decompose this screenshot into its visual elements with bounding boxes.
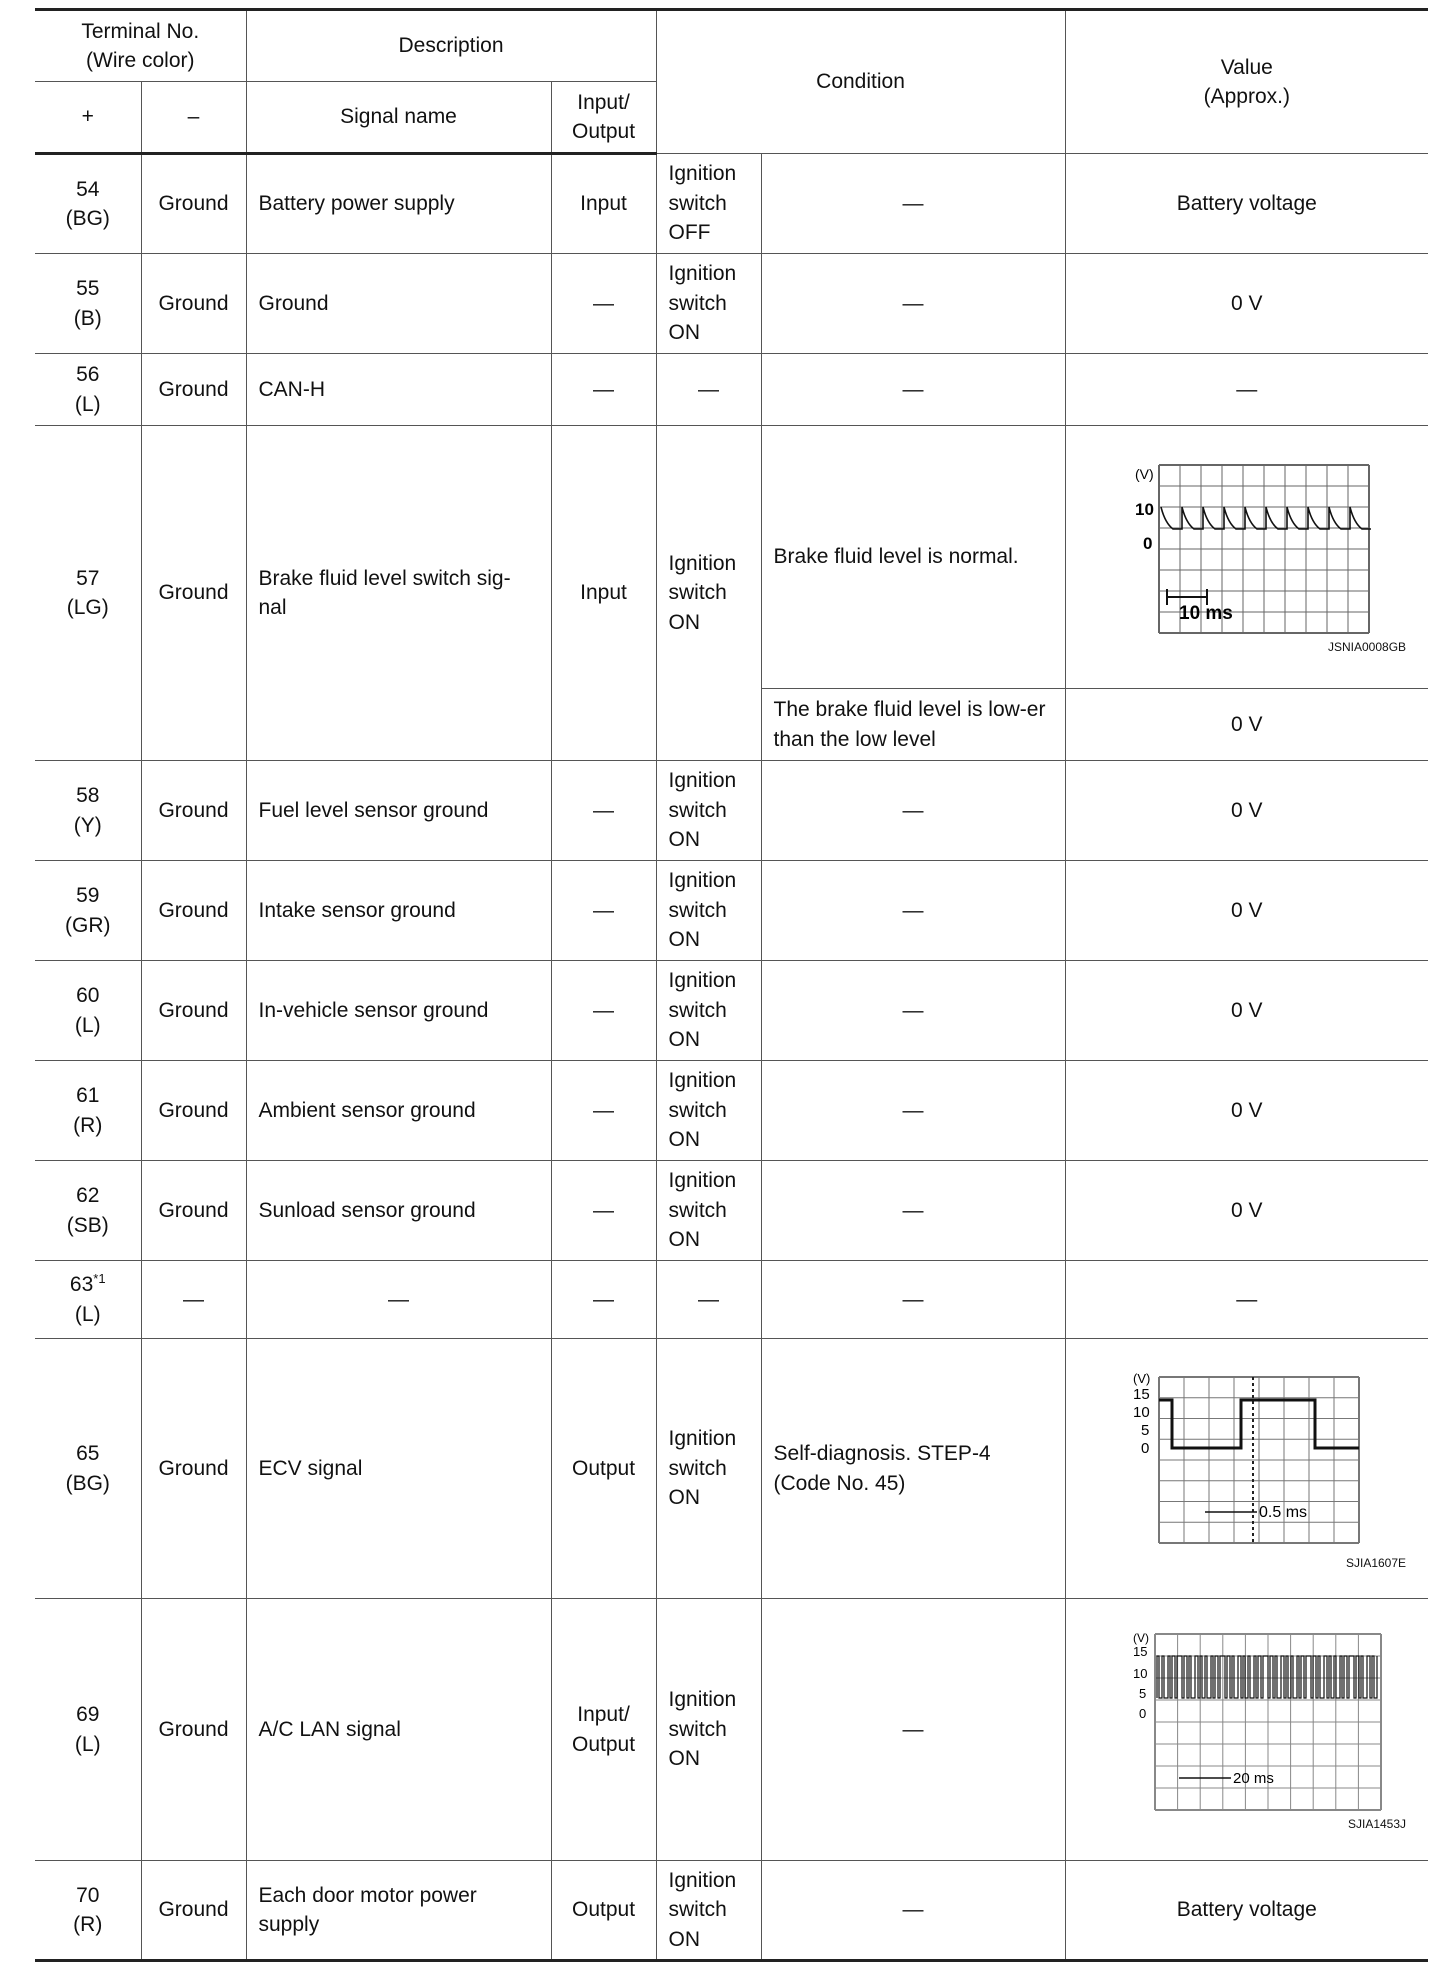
time-label: 0.5 ms: [1258, 1504, 1307, 1522]
value: 0 V: [1065, 861, 1428, 961]
terminal-plus: 69 (L): [35, 1599, 141, 1861]
axis-tick-15: 15: [1132, 1644, 1148, 1660]
waveform-ac-lan: [1065, 1599, 1428, 1861]
waveform-brake-fluid: [1065, 426, 1428, 689]
value: —: [1065, 354, 1428, 426]
header-signal-name: Signal name: [246, 82, 551, 154]
axis-tick-5: 5: [1138, 1686, 1147, 1702]
table-row: [35, 1061, 1428, 1161]
terminal-plus: 70 (R): [35, 1861, 141, 1961]
terminal-minus: —: [141, 1261, 246, 1339]
signal-name: Ground: [246, 254, 551, 354]
axis-tick-15: 15: [1132, 1386, 1150, 1404]
terminal-table: [35, 8, 1428, 1962]
terminal-plus: 55 (B): [35, 254, 141, 354]
header-description: Description: [246, 10, 656, 82]
waveform-chart: [1097, 459, 1397, 639]
waveform-chart: [1097, 1365, 1397, 1555]
terminal-minus: Ground: [141, 154, 246, 254]
condition-detail: Self-diagnosis. STEP-4 (Code No. 45): [761, 1339, 1065, 1599]
terminal-minus: Ground: [141, 1161, 246, 1261]
condition: Ignition switch ON: [656, 1599, 761, 1861]
figure-id: SJIA1607E: [1345, 1556, 1407, 1571]
io: Output: [551, 1861, 656, 1961]
terminal-minus: Ground: [141, 761, 246, 861]
io: Input: [551, 426, 656, 761]
condition-detail: —: [761, 1599, 1065, 1861]
condition: Ignition switch ON: [656, 1861, 761, 1961]
condition: Ignition switch ON: [656, 961, 761, 1061]
terminal-plus: 62 (SB): [35, 1161, 141, 1261]
signal-name: Intake sensor ground: [246, 861, 551, 961]
terminal-minus: Ground: [141, 1861, 246, 1961]
condition-detail: —: [761, 354, 1065, 426]
table-row: [35, 861, 1428, 961]
signal-name: In-vehicle sensor ground: [246, 961, 551, 1061]
io: Input/ Output: [551, 1599, 656, 1861]
terminal-plus: 60 (L): [35, 961, 141, 1061]
terminal-plus: 63$^{*1}$ (L): [35, 1261, 141, 1339]
condition: Ignition switch OFF: [656, 154, 761, 254]
table-row: [35, 254, 1428, 354]
axis-tick-0: 0: [1142, 533, 1153, 553]
condition: Ignition switch ON: [656, 861, 761, 961]
condition: Ignition switch ON: [656, 1339, 761, 1599]
table-row: [35, 1599, 1428, 1861]
axis-tick-0: 0: [1138, 1706, 1147, 1722]
signal-name: —: [246, 1261, 551, 1339]
terminal-minus: Ground: [141, 1599, 246, 1861]
io: —: [551, 254, 656, 354]
table-row: [35, 1861, 1428, 1961]
terminal-minus: Ground: [141, 354, 246, 426]
terminal-plus: 57 (LG): [35, 426, 141, 761]
waveform-line: [1157, 1656, 1377, 1698]
terminal-plus: 56 (L): [35, 354, 141, 426]
signal-name: Each door motor power supply: [246, 1861, 551, 1961]
condition-detail: Brake fluid level is normal.: [761, 426, 1065, 689]
condition: Ignition switch ON: [656, 254, 761, 354]
signal-name: Fuel level sensor ground: [246, 761, 551, 861]
table-row: [35, 761, 1428, 861]
table-row: [35, 961, 1428, 1061]
value: 0 V: [1065, 254, 1428, 354]
terminal-minus: Ground: [141, 1339, 246, 1599]
signal-name: Battery power supply: [246, 154, 551, 254]
table-row: [35, 1339, 1428, 1599]
condition-detail: —: [761, 154, 1065, 254]
value: 0 V: [1065, 1061, 1428, 1161]
terminal-plus: 54 (BG): [35, 154, 141, 254]
axis-tick-10: 10: [1132, 1404, 1150, 1422]
io: —: [551, 761, 656, 861]
condition: —: [656, 354, 761, 426]
terminal-plus: 59 (GR): [35, 861, 141, 961]
axis-tick-5: 5: [1140, 1422, 1150, 1440]
value: 0 V: [1065, 1161, 1428, 1261]
io: —: [551, 861, 656, 961]
table-row: [35, 1161, 1428, 1261]
io: —: [551, 1161, 656, 1261]
condition: Ignition switch ON: [656, 761, 761, 861]
terminal-plus: 58 (Y): [35, 761, 141, 861]
axis-tick-0: 0: [1140, 1440, 1150, 1458]
table-row: [35, 154, 1428, 254]
axis-unit: (V): [1132, 1371, 1151, 1387]
condition-detail: —: [761, 761, 1065, 861]
condition-detail: —: [761, 254, 1065, 354]
condition: —: [656, 1261, 761, 1339]
terminal-plus: 65 (BG): [35, 1339, 141, 1599]
header-io: Input/ Output: [551, 82, 656, 154]
terminal-minus: Ground: [141, 1061, 246, 1161]
time-label: 20 ms: [1232, 1770, 1274, 1788]
signal-name: ECV signal: [246, 1339, 551, 1599]
io: —: [551, 1261, 656, 1339]
waveform-chart: [1097, 1626, 1397, 1816]
condition: Ignition switch ON: [656, 1161, 761, 1261]
condition: Ignition switch ON: [656, 426, 761, 761]
value: 0 V: [1065, 761, 1428, 861]
condition-detail: —: [761, 1161, 1065, 1261]
io: Output: [551, 1339, 656, 1599]
axis-unit: (V): [1134, 465, 1154, 482]
io: —: [551, 961, 656, 1061]
condition-detail: —: [761, 861, 1065, 961]
value: 0 V: [1065, 961, 1428, 1061]
time-label: 10 ms: [1178, 602, 1233, 624]
condition-detail: The brake fluid level is low-er than the low level: [761, 689, 1065, 761]
signal-name: CAN-H: [246, 354, 551, 426]
signal-name: A/C LAN signal: [246, 1599, 551, 1861]
io: —: [551, 354, 656, 426]
axis-tick-10: 10: [1134, 499, 1154, 519]
signal-name: Ambient sensor ground: [246, 1061, 551, 1161]
condition-detail: —: [761, 1061, 1065, 1161]
terminal-minus: Ground: [141, 861, 246, 961]
condition-detail: —: [761, 961, 1065, 1061]
signal-name: Sunload sensor ground: [246, 1161, 551, 1261]
header-plus: +: [35, 82, 141, 154]
signal-name: Brake fluid level switch sig-nal: [246, 426, 551, 761]
figure-id: JSNIA0008GB: [1327, 639, 1407, 654]
io: Input: [551, 154, 656, 254]
waveform-ecv: [1065, 1339, 1428, 1599]
terminal-minus: Ground: [141, 961, 246, 1061]
condition: Ignition switch ON: [656, 1061, 761, 1161]
condition-detail: —: [761, 1261, 1065, 1339]
condition-detail: —: [761, 1861, 1065, 1961]
header-terminal: Terminal No. (Wire color): [35, 10, 246, 82]
table-row: [35, 426, 1428, 689]
value: 0 V: [1065, 689, 1428, 761]
axis-tick-10: 10: [1132, 1666, 1148, 1682]
terminal-minus: Ground: [141, 426, 246, 761]
axis-unit: (V): [1132, 1631, 1149, 1646]
figure-id: SJIA1453J: [1347, 1817, 1407, 1832]
value: Battery voltage: [1065, 154, 1428, 254]
header-minus: –: [141, 82, 246, 154]
io: —: [551, 1061, 656, 1161]
table-row: [35, 354, 1428, 426]
table-row: [35, 1261, 1428, 1339]
value: Battery voltage: [1065, 1861, 1428, 1961]
value: —: [1065, 1261, 1428, 1339]
terminal-plus: 61 (R): [35, 1061, 141, 1161]
header-value: Value (Approx.): [1065, 10, 1428, 154]
waveform-line: [1161, 507, 1371, 529]
header-condition: Condition: [656, 10, 1065, 154]
terminal-minus: Ground: [141, 254, 246, 354]
